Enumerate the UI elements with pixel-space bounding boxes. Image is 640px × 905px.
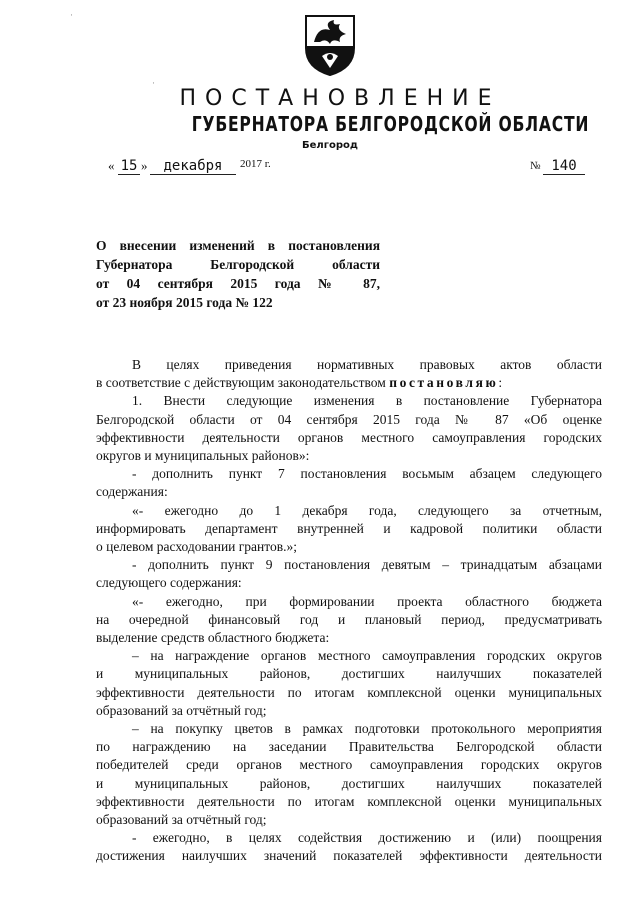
body-text-fragment: : [498, 375, 503, 391]
body-line: – на покупку цветов в рамках подготовки протокольного мероприятия [132, 721, 602, 737]
body-line: В целях приведения нормативных правовых актов области [132, 357, 602, 372]
city-label: Белгород [302, 140, 358, 151]
document-type-title: ПОСТАНОВЛЕНИЕ [179, 86, 501, 111]
date-year: 2017 г. [240, 158, 271, 170]
scan-speck: · [152, 78, 155, 88]
body-line: округов и муниципальных районов»: [96, 448, 310, 464]
body-line: и муниципальных районов, достигших наилучших показателей [96, 775, 602, 791]
body-line: 1. Внести следующие изменения в постановление Губернатора [132, 393, 602, 409]
body-line: содержания: [96, 484, 168, 500]
body-line: и муниципальных районов, достигших наилучших показателей [96, 666, 602, 682]
body-line: по награждению на заседании Правительства Белгородской области [96, 739, 602, 755]
coat-of-arms-icon [300, 12, 360, 78]
body-line: эффективности деятельности по итогам комплексной оценки муниципальных [96, 684, 602, 700]
body-line: информировать департамент внутренней и кадровой политики области [96, 520, 602, 536]
body-line: образований за отчётный год; [96, 702, 267, 718]
body-text [96, 356, 602, 866]
body-line: Белгородской области от 04 сентября 2015 года № 87 «Об оценке [96, 411, 602, 427]
body-line: «- ежегодно до 1 декабря года, следующего за отчетным, [132, 502, 602, 518]
body-line: образований за отчётный год; [96, 812, 267, 828]
body-line: «- ежегодно, при формировании проекта областного бюджета [132, 593, 602, 609]
body-line: - дополнить пункт 7 постановления восьмым абзацем следующего [132, 466, 602, 482]
subject-line: от 04 сентября 2015 года № 87, [96, 276, 380, 291]
subject-line: О внесении изменений в постановления [96, 238, 380, 253]
body-line: следующего содержания: [96, 575, 242, 591]
body-text-fragment: в соответствие с действующим законодательством [96, 375, 386, 391]
body-line: эффективности деятельности по итогам комплексной оценки муниципальных [96, 793, 602, 809]
date-close-quote: » [141, 158, 148, 173]
body-line [96, 374, 602, 392]
body-line: о целевом расходовании грантов.»; [96, 539, 297, 555]
body-line: достижения наилучших значений показателей эффективности деятельности [96, 848, 602, 864]
subject-line: Губернатора Белгородской области [96, 257, 380, 272]
body-line: победителей среди органов местного самоуправления городских округов [96, 757, 602, 773]
decree-keyword: постановляю [389, 375, 499, 391]
body-line: – на награждение органов местного самоуправления городских округов [132, 648, 602, 664]
body-line: на очередной финансовый год и плановый период, предусматривать [96, 611, 602, 627]
scan-speck: · [70, 10, 73, 20]
body-line: выделение средств областного бюджета: [96, 630, 330, 646]
subject-block [96, 236, 380, 312]
body-line: - дополнить пункт 9 постановления девятым – тринадцатым абзацами [132, 557, 602, 573]
date-month: декабря [150, 158, 236, 175]
document-number: 140 [543, 158, 585, 175]
date-open-quote: « [108, 158, 115, 173]
subject-line: от 23 ноября 2015 года № 122 [96, 295, 273, 310]
date-day: 15 [118, 158, 140, 175]
body-line: - ежегодно, в целях содействия достижению и (или) поощрения [132, 830, 602, 846]
issuer-title: ГУБЕРНАТОРА БЕЛГОРОДСКОЙ ОБЛАСТИ [191, 112, 590, 136]
number-label: № [530, 160, 541, 172]
body-line: эффективности деятельности органов местного самоуправления городских [96, 429, 602, 445]
